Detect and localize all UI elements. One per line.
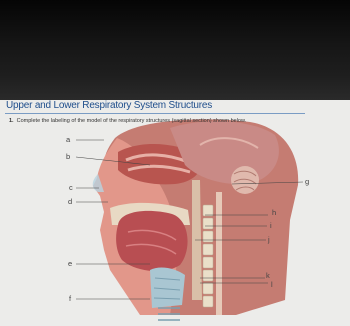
label-l: l (271, 280, 273, 289)
label-e: e (68, 259, 73, 268)
label-c: c (69, 183, 73, 192)
label-f: f (69, 294, 72, 303)
question-instruction (9, 118, 246, 124)
title-divider (5, 113, 305, 114)
label-d: d (68, 197, 73, 206)
label-g: g (305, 177, 310, 186)
label-j: j (268, 235, 270, 244)
label-i: i (270, 221, 272, 230)
label-b: b (66, 152, 71, 161)
label-a: a (66, 135, 71, 144)
question-text: Complete the labeling of the model of the respiratory structures (sagittal section) shown below. (16, 118, 247, 124)
label-k: k (266, 271, 270, 280)
sagittal-section-model (0, 100, 350, 326)
page-title: Upper and Lower Respiratory System Structures (6, 100, 213, 111)
question-number: 1. (9, 118, 14, 124)
label-h: h (272, 208, 277, 217)
monitor-bezel (0, 0, 350, 100)
